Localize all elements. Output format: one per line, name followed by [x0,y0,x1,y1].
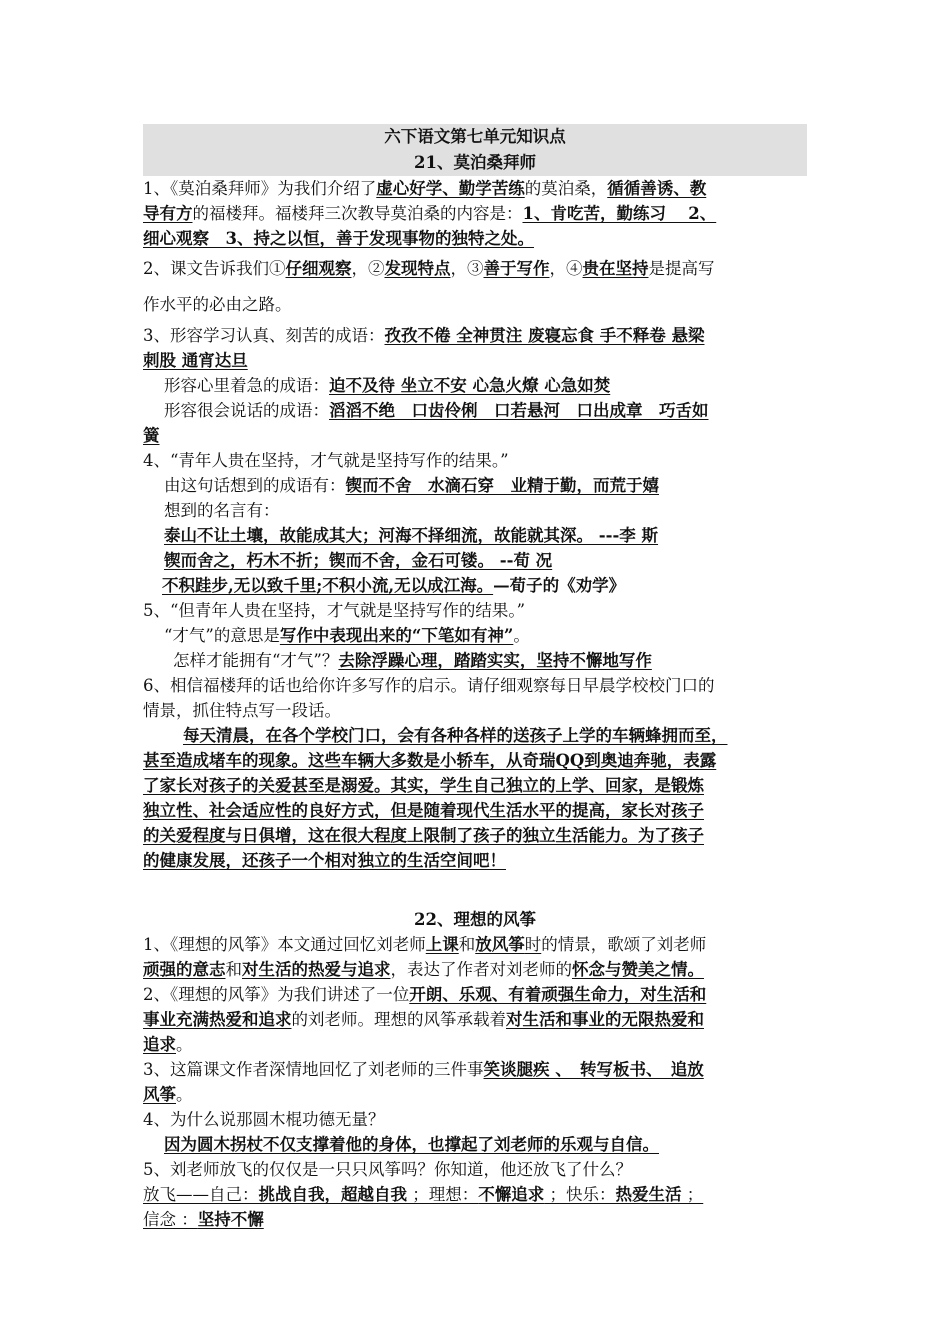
text: 。 [176,1035,193,1054]
s21-q2-line2: 作水平的必由之路。 [143,295,292,314]
s21-q4-line2 [143,473,807,498]
answer: 不懈追求 [478,1185,545,1204]
s22-q3-line1 [143,1057,807,1082]
s21-q6-essay-1: 每天清晨，在各个学校门口，会有各种各样的送孩子上学的车辆蜂拥而至， [183,726,728,745]
s22-q2-line3 [143,1032,807,1057]
s22-q4-line2 [143,1132,807,1157]
answer: 笑谈腿疾 、 转写板书、 追放 [483,1060,704,1079]
s21-q1-line2 [143,201,807,226]
s21-q3-line3 [143,373,807,398]
answer: 对生活的热爱与追求 [242,960,391,979]
s21-q2-line1 [143,251,807,287]
answer: 1、肯吃苦，勤练习 2、 [522,204,717,223]
text: 的福楼拜。福楼拜三次教导莫泊桑的内容是： [192,204,523,223]
text: 和 [458,935,476,954]
s21-q5-line1: 5、“但青年人贵在坚持，才气就是坚持写作的结果。” [143,601,526,620]
title-block [143,124,807,176]
s21-q4-line3: 想到的名言有： [164,501,280,520]
text: 形容很会说话的成语： [164,401,329,420]
answer: 导有方 [143,204,193,223]
text: ，表达了作者对刘老师的 [390,960,572,979]
s21-q4-line1: 4、“青年人贵在坚持，才气就是坚持写作的结果。” [143,451,509,470]
answer: 开朗、乐观、有着顽强生命力，对生活和 [409,985,707,1004]
s21-q6-line2: 情景，抓住特点写一段话。 [143,701,341,720]
answer: 写作中表现出来的“下笔如有神” [279,626,514,645]
answer: 细心观察 3、持之以恒，善于发现事物的独特之处。 [143,229,534,248]
answer: 去除浮躁心理，踏踏实实，坚持不懈地写作 [338,651,652,670]
text: 怎样才能拥有“才气”？ [173,651,339,670]
answer: 放风筝 [475,935,525,954]
text: 。 [176,1085,193,1104]
text: ；理想： [407,1185,479,1204]
answer: 坚持不懈 [197,1210,264,1229]
s22-q4-line1: 4、为什么说那圆木棍功德无量？ [143,1110,385,1129]
s21-q6-essay-5: 的关爱程度与日俱增，这在很大程度上限制了孩子的独立生活能力。为了孩子 [143,826,704,845]
s21-q5-line2 [143,623,807,648]
text: 1、《莫泊桑拜师》为我们介绍了 [143,179,377,198]
text: 和 [225,960,242,979]
answer: 顽强的意志 [143,960,226,979]
answer: 锲而不舍 水滴石穿 业精于勤，而荒于嬉 [345,476,659,495]
s21-q4-quote2 [143,548,807,573]
answer: 不积跬步,无以致千里;不积小流,无以成江海。 [162,576,494,595]
text: ；快乐： [544,1185,616,1204]
s22-q2-line2 [143,1007,807,1032]
answer: 因为圆木拐杖不仅支撑着他的身体，也撑起了刘老师的乐观与自信。 [164,1135,659,1154]
answer: 事业充满热爱和追求 [143,1010,292,1029]
answer: 上课 [425,935,459,954]
s22-q1-line2 [143,957,807,982]
text: 2、课文告诉我们① [143,259,286,278]
answer: 热爱生活 [615,1185,682,1204]
answer: 簧 [143,426,160,445]
answer: 怀念与赞美之情。 [572,960,704,979]
answer: 锲而舍之，朽木不折；锲而不舍，金石可镂。 --荀 况 [164,551,553,570]
s21-q6-essay-3: 了家长对孩子的关爱甚至是溺爱。其实，学生自己独立的上学、回家，是锻炼 [143,776,704,795]
answer: 虚心好学、勤学苦练 [376,179,525,198]
text: 是提高写 [648,259,715,278]
answer: 追求 [143,1035,176,1054]
s21-q6-essay-6: 的健康发展，还孩子一个相对独立的生活空间吧！ [143,851,506,870]
answer: 迫不及待 坐立不安 心急火燎 心急如焚 [329,376,611,395]
answer: 风筝 [143,1085,176,1104]
text: ，③ [450,259,484,278]
s21-q3-line4 [143,398,807,423]
s21-q1-line1 [143,176,807,201]
s21-q4-quote3 [143,573,807,598]
text: 放飞——自己： [143,1185,259,1204]
answer: 泰山不让土壤，故能成其大；河海不择细流，故能就其深。 ---李 斯 [164,526,659,545]
text: 2、《理想的风筝》为我们讲述了一位 [143,985,410,1004]
s21-q6-essay-2: 甚至造成堵车的现象。这些车辆大多数是小轿车，从奇瑞QQ到奥迪奔驰，表露 [143,751,717,770]
answer: 刺股 通宵达旦 [143,351,248,370]
text: 1、《理想的风筝》本文通过回忆刘老师 [143,935,426,954]
text: ，④ [549,259,583,278]
s22-q5-line2 [143,1182,807,1207]
text: 3、形容学习认真、刻苦的成语： [143,326,385,345]
answer: 善于写作 [483,259,550,278]
s21-q5-line3 [143,648,807,673]
answer: 孜孜不倦 全神贯注 废寝忘食 手不释卷 悬梁 [384,326,705,345]
s22-q2-line1 [143,982,807,1007]
s21-q4-quote1 [143,523,807,548]
s21-q6-essay-4: 独立性、社会适应性的良好方式，但是随着现代生活水平的提高，家长对孩子 [143,801,704,820]
section-22-heading: 22、理想的风筝 [414,910,536,929]
s22-q1-line1 [143,932,807,957]
answer: 循循善诱、教 [607,179,707,198]
s22-q5-line1: 5、刘老师放飞的仅仅是一只只风筝吗？你知道，他还放飞了什么？ [143,1160,632,1179]
s22-q3-line2 [143,1082,807,1107]
s21-q3-line1 [143,323,807,348]
text: 的刘老师。理想的风筝承载着 [291,1010,506,1029]
answer: 滔滔不绝 口齿伶俐 口若悬河 口出成章 巧舌如 [329,401,709,420]
text: 信念 ： [143,1210,198,1229]
section-21-heading: 21、莫泊桑拜师 [414,153,536,172]
text: 的情景，歌颂了刘老师 [541,935,707,954]
answer: 贵在坚持 [582,259,649,278]
answer: 发现特点 [384,259,451,278]
page-title: 六下语文第七单元知识点 [384,127,566,146]
text: ； [681,1185,704,1204]
s21-q3-line5 [143,423,807,448]
text: 时 [524,935,542,954]
document-page [143,124,807,1232]
s22-q5-line3 [143,1207,807,1232]
text: 3、这篇课文作者深情地回忆了刘老师的三件事 [143,1060,484,1079]
answer: 对生活和事业的无限热爱和 [506,1010,704,1029]
s21-q3-line2 [143,348,807,373]
answer: 仔细观察 [285,259,352,278]
text: 形容心里着急的成语： [164,376,329,395]
text: ，② [351,259,385,278]
s21-q6-line1: 6、相信福楼拜的话也给你许多写作的启示。请仔细观察每日早晨学校校门口的 [143,676,715,695]
text: 由这句话想到的成语有： [164,476,346,495]
answer: 挑战自我，超越自我 [258,1185,407,1204]
text: 的莫泊桑， [524,179,608,198]
s21-q1-line3 [143,226,807,251]
text: —荀子的《劝学》 [493,576,626,595]
text: 。 [513,626,530,645]
text: “才气”的意思是 [164,626,280,645]
